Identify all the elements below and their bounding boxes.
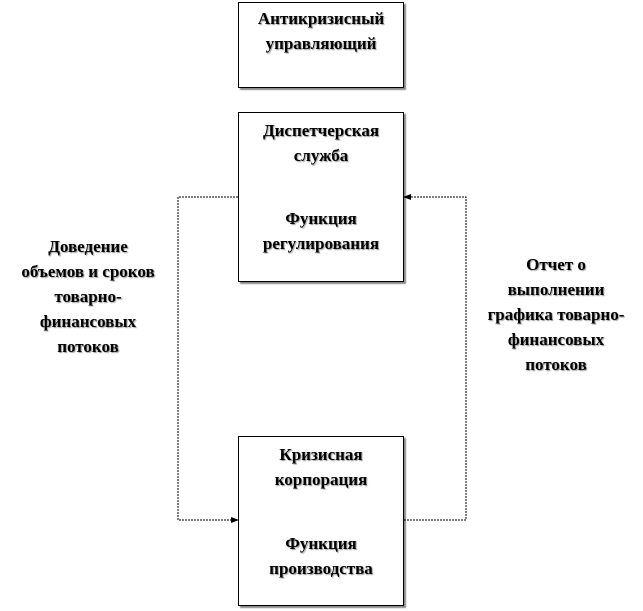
right-flow-line: [404, 197, 466, 520]
dispatch-label: Диспетчерская служба: [262, 121, 380, 165]
left-flow-label: Доведение объемов и сроков товарно- финансовых потоков: [21, 237, 155, 356]
right-flow-label: Отчет о выполнении графика товарно- финансовых потоков: [487, 255, 625, 374]
dispatch-function-label: Функция регулирования: [262, 209, 380, 253]
manager-label: Антикризисный управляющий: [257, 9, 385, 53]
corporation-function-label: Функция производства: [269, 534, 373, 578]
corporation-label: Кризисная корпорация: [274, 445, 368, 489]
left-flow-line: [178, 197, 238, 520]
